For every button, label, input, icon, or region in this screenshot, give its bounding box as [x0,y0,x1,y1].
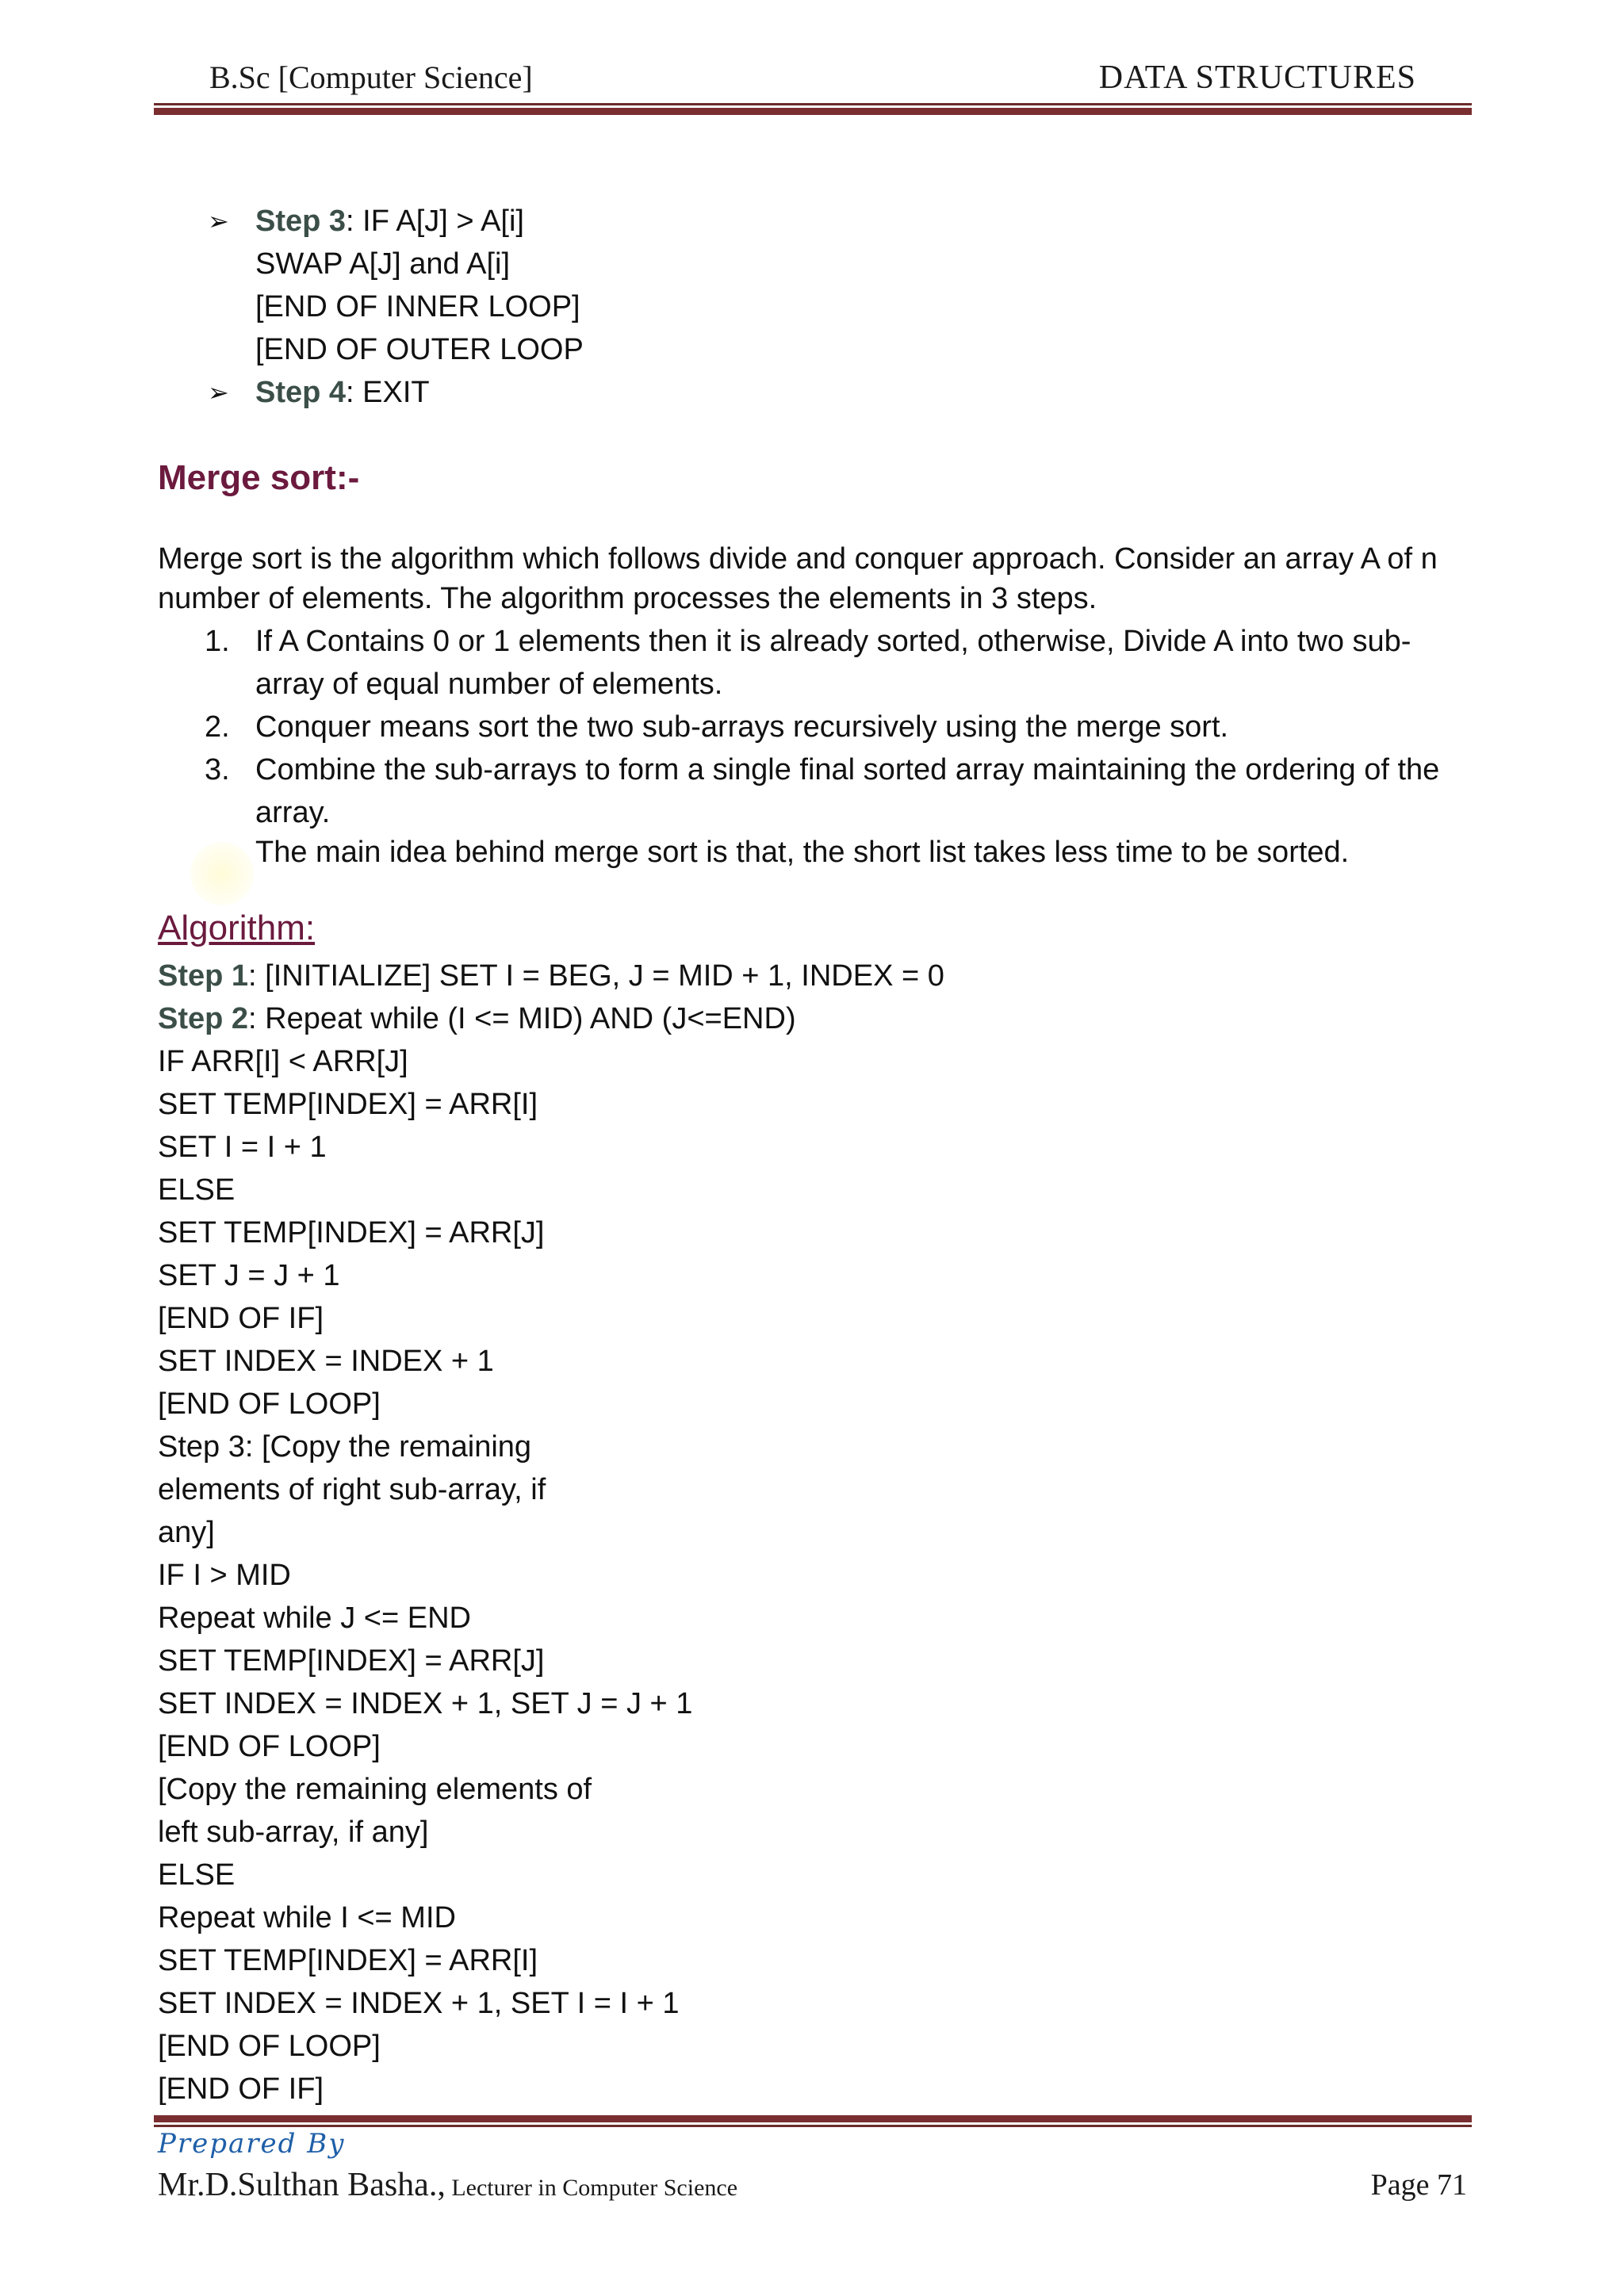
intro-line: Merge sort is the algorithm which follows divide and conquer approach. Consider an array A of n [158,542,1438,576]
algo-step1-label: Step 1 [158,959,249,993]
list-item-text: Conquer means sort the two sub-arrays recursively using the merge sort. [255,710,1229,744]
algo-line: [END OF IF] [158,2072,324,2106]
list-item-text: array. [255,796,331,829]
algo-step2-text: : Repeat while (I <= MID) AND (J<=END) [248,1002,796,1035]
step4-line [255,371,430,414]
algo-step1-text: : [INITIALIZE] SET I = BEG, J = MID + 1, INDEX = 0 [248,959,944,993]
algo-line: ELSE [158,1858,236,1892]
step4-text: : EXIT [346,376,430,409]
algo-line: [END OF LOOP] [158,1730,381,1763]
list-number: 1. [205,625,230,658]
page-number: Page 71 [1370,2168,1467,2202]
author-role: Lecturer in Computer Science [445,2175,738,2201]
algo-line: SET TEMP[INDEX] = ARR[I] [158,1944,538,1977]
algo-line: IF ARR[I] < ARR[J] [158,1045,408,1078]
list-number: 2. [205,710,230,744]
algo-step1 [158,955,944,997]
algo-line: SET INDEX = INDEX + 1 [158,1345,494,1378]
algo-line: SET TEMP[INDEX] = ARR[J] [158,1644,545,1678]
algo-line: SET J = J + 1 [158,1259,340,1292]
algo-line: SET TEMP[INDEX] = ARR[J] [158,1216,545,1249]
algo-line: ELSE [158,1173,236,1207]
list-item-text: array of equal number of elements. [255,668,723,701]
algo-step2 [158,997,796,1040]
footer-rule-thin [154,2125,1472,2127]
algo-line: SET INDEX = INDEX + 1, SET I = I + 1 [158,1987,680,2020]
algo-line: [END OF IF] [158,1302,324,1335]
algo-line: IF I > MID [158,1559,291,1592]
header-rule-thin [154,103,1472,105]
step3-subline: [END OF OUTER LOOP [255,333,584,366]
list-item-text: Combine the sub-arrays to form a single final sorted array maintaining the ordering of the [255,753,1440,786]
algo-line: [END OF LOOP] [158,1387,381,1421]
algo-line: SET I = I + 1 [158,1131,327,1164]
step4-label: Step 4 [255,376,347,409]
algo-line: left sub-array, if any] [158,1816,429,1849]
algo-line: Repeat while I <= MID [158,1901,456,1934]
section-heading: Merge sort:- [158,458,360,497]
algo-line: Repeat while J <= END [158,1601,471,1635]
algo-line: elements of right sub-array, if [158,1473,546,1506]
algo-line: SET INDEX = INDEX + 1, SET J = J + 1 [158,1687,693,1720]
header-subject: DATA STRUCTURES [1098,59,1416,96]
list-item-text: If A Contains 0 or 1 elements then it is already sorted, otherwise, Divide A into two sub- [255,625,1411,658]
step3-line [255,200,524,243]
footer-rule-thick [154,2115,1472,2122]
bullet-arrow-icon: ➢ [208,378,229,407]
algo-line: Step 3: [Copy the remaining [158,1430,532,1464]
list-number: 3. [205,753,230,786]
header-rule-thick [154,108,1472,115]
algo-line: SET TEMP[INDEX] = ARR[I] [158,1088,538,1121]
author-name: Mr.D.Sulthan Basha., [158,2167,446,2203]
algo-line: [Copy the remaining elements of [158,1773,592,1806]
step3-text: : IF A[J] > A[i] [346,205,524,238]
header-course: B.Sc [Computer Science] [209,59,533,95]
step3-subline: SWAP A[J] and A[i] [255,247,511,281]
algo-line: any] [158,1516,215,1549]
author [158,2166,737,2204]
algorithm-heading: Algorithm: [158,909,316,947]
step3-label: Step 3 [255,205,347,238]
intro-line: number of elements. The algorithm processes the elements in 3 steps. [158,582,1097,615]
algo-step2-label: Step 2 [158,1002,249,1035]
page-smudge [190,842,254,905]
step3-subline: [END OF INNER LOOP] [255,290,580,323]
main-idea: The main idea behind merge sort is that, the short list takes less time to be sorted. [255,836,1350,869]
bullet-arrow-icon: ➢ [208,207,229,235]
prepared-by: Prepared By [158,2128,346,2160]
algo-line: [END OF LOOP] [158,2030,381,2063]
